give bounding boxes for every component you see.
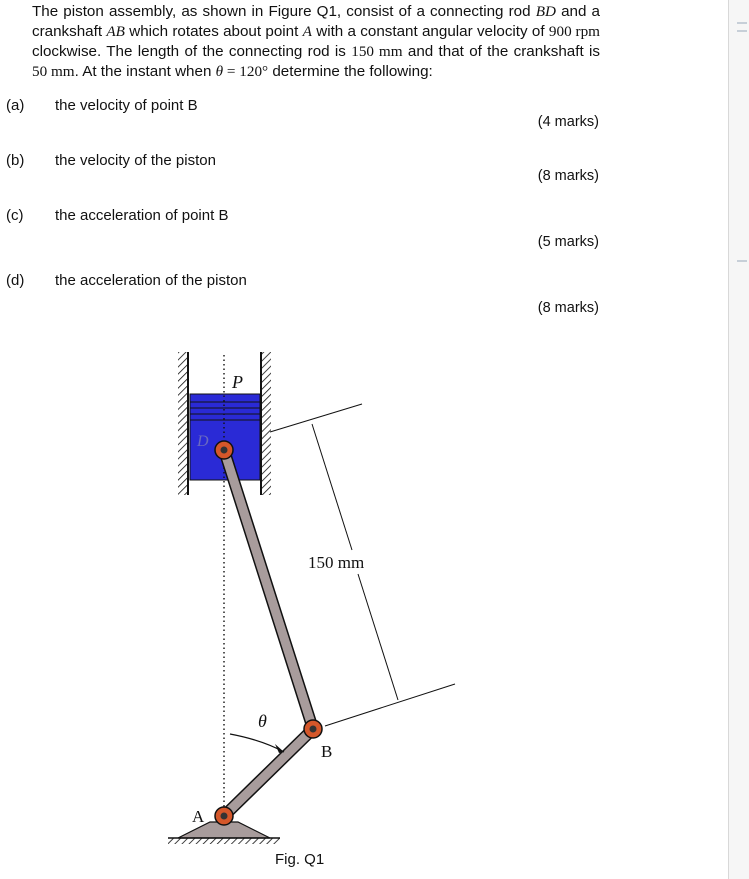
dimension-extension-top [270, 404, 362, 432]
question-text-b: the velocity of the piston [55, 152, 216, 169]
question-marks-d: (8 marks) [537, 300, 599, 316]
question-text-c: the acceleration of point B [55, 207, 229, 224]
label-d: D [197, 433, 209, 450]
question-marks-b: (8 marks) [537, 168, 599, 184]
label-theta: θ [258, 711, 267, 731]
math-a: A [302, 23, 312, 40]
question-marks-c: (5 marks) [537, 234, 599, 250]
crankshaft [224, 729, 313, 816]
dimension-line-upper [312, 424, 352, 550]
piston-assembly-figure [150, 345, 470, 845]
margin-tick [737, 30, 747, 32]
intro-text: . At the instant when [74, 63, 216, 80]
angle-arc [230, 734, 284, 752]
intro-text: determine the following: [268, 63, 433, 80]
margin-tick [737, 22, 747, 24]
cylinder-wall-left [178, 352, 188, 495]
math-bd: BD [535, 3, 556, 20]
page-margin-strip [729, 0, 749, 879]
value-rpm: 900 rpm [548, 23, 600, 40]
intro-text: clockwise. The length of the connecting rod is [32, 43, 352, 60]
dimension-label: 150 mm [308, 553, 365, 572]
dimension-line-lower [358, 574, 398, 700]
cylinder-wall-right [261, 352, 271, 495]
label-p: P [232, 372, 243, 392]
math-ab: AB [106, 23, 125, 40]
intro-text: which rotates about point [124, 23, 303, 40]
pin-b [304, 720, 322, 738]
intro-text: The piston assembly, as shown in Figure Q1, consist of a connecting rod [32, 3, 536, 20]
value-crank-length: 50 mm [32, 63, 75, 80]
dimension-extension-bottom [325, 684, 455, 726]
question-text-a: the velocity of point B [55, 97, 198, 114]
label-a: A [192, 807, 205, 826]
problem-statement [32, 2, 600, 82]
label-b: B [321, 742, 333, 761]
page-edge [728, 0, 729, 879]
intro-text: and a crankshaft [32, 3, 600, 40]
question-text-d: the acceleration of the piston [55, 272, 247, 289]
math-theta: θ [215, 63, 224, 80]
intro-text: and that of the crankshaft is [402, 43, 600, 60]
question-label-a: (a) [6, 97, 25, 114]
pin-d [215, 441, 233, 459]
question-label-d: (d) [6, 272, 25, 289]
pin-a [215, 807, 233, 825]
value-angle: = 120° [223, 63, 269, 80]
question-label-c: (c) [6, 207, 24, 224]
margin-tick [737, 260, 747, 262]
value-rod-length: 150 mm [351, 43, 403, 60]
question-label-b: (b) [6, 152, 25, 169]
question-marks-a: (4 marks) [537, 114, 599, 130]
figure-caption: Fig. Q1 [275, 851, 325, 868]
intro-text: with a constant angular velocity of [311, 23, 549, 40]
